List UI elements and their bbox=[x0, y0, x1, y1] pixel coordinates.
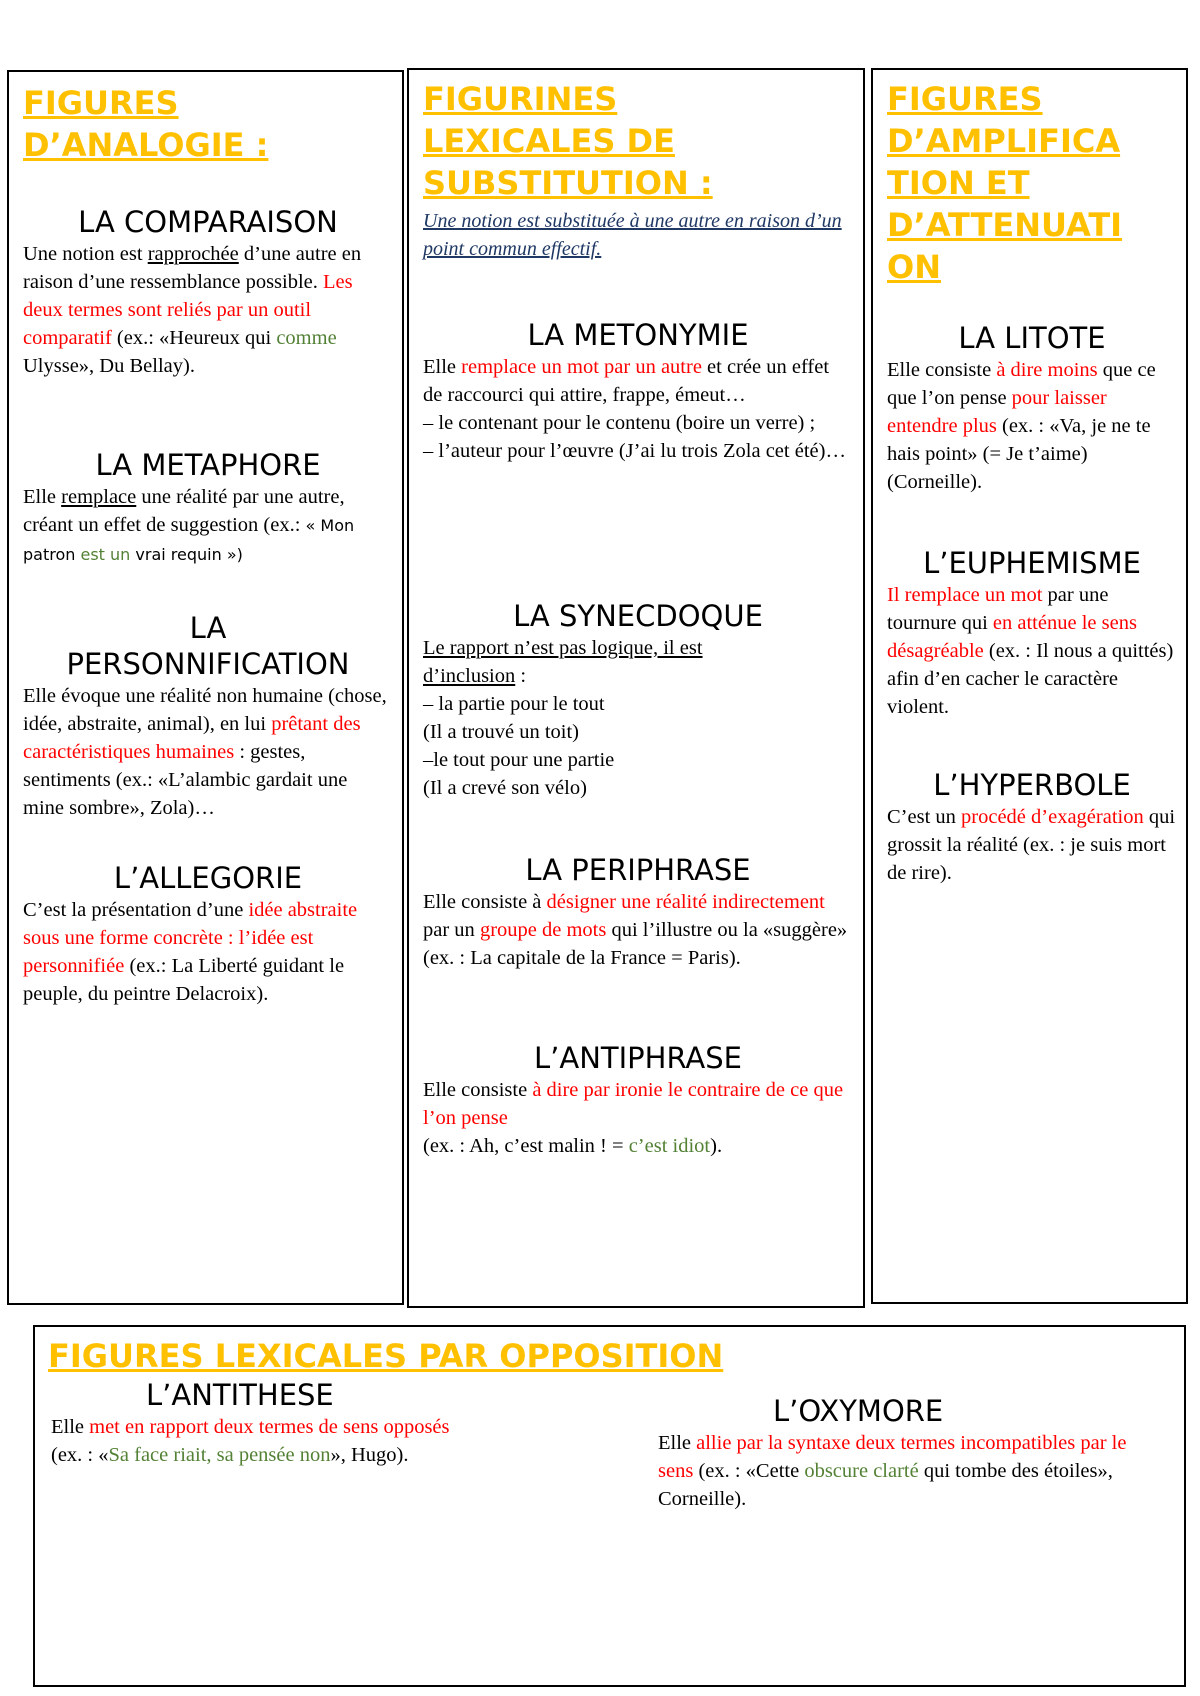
synecdoque-section: LA SYNECDOQUE Le rapport n’est pas logique, il est d’inclusion : – la partie pour le tout (Il a trouvé un toit) –le tout pour une partie (Il a crevé son vélo) bbox=[423, 598, 853, 802]
comparaison-section bbox=[23, 204, 393, 380]
analogie-panel bbox=[7, 70, 404, 1305]
antiphrase-text: Elle consiste à dire par ironie le contraire de ce que l’on pense bbox=[423, 1079, 844, 1129]
amplification-heading: FIGURES D’AMPLIFICA TION ET D’ATTENUATI ON bbox=[887, 80, 1123, 286]
metaphore-text: Elle remplace une réalité par une autre, créant un effet de suggestion (ex.: « Mon patron est un vrai requin ») bbox=[23, 486, 355, 564]
allegorie-title: L’ALLEGORIE bbox=[113, 861, 303, 895]
opposition-heading: FIGURES LEXICALES PAR OPPOSITION bbox=[48, 1337, 724, 1375]
personnification-title-1: LA bbox=[189, 611, 227, 645]
litote-title: LA LITOTE bbox=[958, 321, 1106, 355]
metonymie-example-2: – l’auteur pour l’œuvre (J’ai lu trois Zola cet été)… bbox=[423, 440, 846, 462]
antithese-section bbox=[51, 1377, 571, 1469]
metonymie-title: LA METONYMIE bbox=[527, 318, 749, 352]
antithese-example: (ex. : «Sa face riait, sa pensée non», Hugo). bbox=[51, 1444, 409, 1466]
litote-text: Elle consiste à dire moins que ce que l’on pense pour laisser entendre plus (ex. : «Va, je ne te hais point» (= Je t’aime) (Corneille). bbox=[887, 359, 1156, 493]
metonymie-example-1: – le contenant pour le contenu (boire un verre) ; bbox=[423, 412, 816, 434]
metonymie-section bbox=[423, 317, 853, 465]
euphemisme-text: Il remplace un mot par une tournure qui en atténue le sens désagréable (ex. : Il nous a quittés) afin d’en cacher le caractère violent. bbox=[887, 584, 1174, 718]
substitution-panel bbox=[407, 68, 865, 1308]
analogie-heading: FIGURES D’ANALOGIE : bbox=[23, 84, 269, 164]
metaphore-title: LA METAPHORE bbox=[95, 448, 321, 482]
periphrase-section bbox=[423, 852, 853, 972]
periphrase-title: LA PERIPHRASE bbox=[525, 853, 751, 887]
antithese-text: Elle met en rapport deux termes de sens opposés bbox=[51, 1416, 450, 1438]
oxymore-title: L’OXYMORE bbox=[773, 1394, 944, 1428]
synecdoque-text: Le rapport n’est pas logique, il est d’inclusion : bbox=[423, 637, 703, 687]
allegorie-section bbox=[23, 860, 393, 1008]
euphemisme-title: L’EUPHEMISME bbox=[923, 546, 1141, 580]
hyperbole-title: L’HYPERBOLE bbox=[933, 768, 1131, 802]
oxymore-text: Elle allie par la syntaxe deux termes incompatibles par le sens (ex. : «Cette obscure clarté qui tombe des étoiles», Corneille). bbox=[658, 1432, 1127, 1510]
synecdoque-title: LA SYNECDOQUE bbox=[513, 599, 763, 633]
comparaison-text: Une notion est rapprochée d’une autre en raison d’une ressemblance possible. Les deux termes sont reliés par un outil comparatif (ex.: «Heureux qui comme Ulysse», Du Bellay). bbox=[23, 243, 362, 377]
amplification-panel bbox=[871, 68, 1188, 1304]
antithese-title: L’ANTITHESE bbox=[146, 1378, 334, 1412]
litote-section bbox=[887, 320, 1177, 496]
antiphrase-section bbox=[423, 1040, 853, 1160]
antiphrase-title: L’ANTIPHRASE bbox=[533, 1041, 742, 1075]
comparaison-title: LA COMPARAISON bbox=[78, 205, 338, 239]
opposition-panel bbox=[33, 1325, 1186, 1687]
oxymore-section bbox=[658, 1393, 1128, 1513]
substitution-heading: FIGURINES LEXICALES DE SUBSTITUTION : bbox=[423, 80, 713, 202]
personnification-section bbox=[23, 610, 393, 822]
metaphore-section bbox=[23, 447, 393, 569]
hyperbole-section bbox=[887, 767, 1177, 887]
metonymie-text: Elle remplace un mot par un autre et crée un effet de raccourci qui attire, frappe, émeut… bbox=[423, 356, 830, 406]
hyperbole-text: C’est un procédé d’exagération qui grossit la réalité (ex. : je suis mort de rire). bbox=[887, 806, 1176, 884]
periphrase-text: Elle consiste à désigner une réalité indirectement par un groupe de mots qui l’illustre ou la «suggère» (ex. : La capitale de la France = Paris). bbox=[423, 891, 848, 969]
antiphrase-example: (ex. : Ah, c’est malin ! = c’est idiot). bbox=[423, 1135, 723, 1157]
personnification-title-2: PERSONNIFICATION bbox=[66, 647, 350, 681]
euphemisme-section bbox=[887, 545, 1177, 721]
substitution-intro: Une notion est substituée à une autre en raison d’un point commun effectif. bbox=[423, 210, 842, 260]
allegorie-text: C’est la présentation d’une idée abstraite sous une forme concrète : l’idée est personnifiée (ex.: La Liberté guidant le peuple, du peintre Delacroix). bbox=[23, 899, 358, 1005]
personnification-text: Elle évoque une réalité non humaine (chose, idée, abstraite, animal), en lui prêtant des caractéristiques humaines : gestes, sentiments (ex.: «L’alambic gardait une mine sombre», Zola)… bbox=[23, 685, 387, 819]
